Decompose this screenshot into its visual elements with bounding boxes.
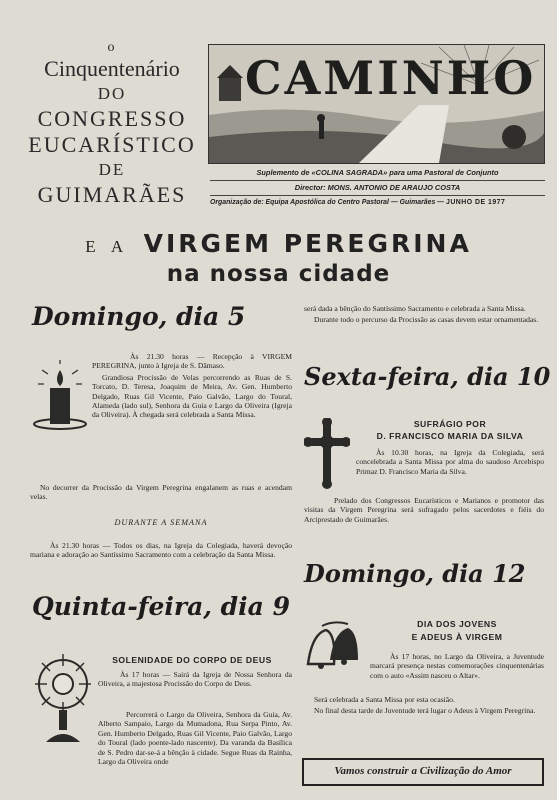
domingo5-p2: Grandiosa Procissão de Velas percorrendo as Ruas de S. Torcato, D. Teresa, Joaquim de Meira, Av. Gen. Humberto Delgado, Ruas Gil Vicente, Paio Galvão, Largo do Toural, Alameda (lado sul), Senhora da Guia e Largo da Oliveira (Igreja da Oliveira). À chegada será celebrada a Santa Missa. [92, 372, 292, 420]
quinta9-title: SOLENIDADE DO CORPO DE DEUS [112, 655, 272, 665]
masthead-subtitle: Suplemento de «COLINA SAGRADA» para uma Pastoral de Conjunto [256, 168, 499, 177]
right-top-text [304, 304, 544, 327]
domingo12-title2: E ADEUS À VIRGEM [411, 632, 503, 642]
domingo5-p3-wrap [30, 483, 292, 504]
sexta10-title2: D. FRANCISCO MARIA DA SILVA [376, 431, 524, 441]
bells-icon [304, 620, 362, 670]
quinta9-body [98, 670, 292, 691]
domingo12-title1: DIA DOS JOVENS [417, 619, 497, 629]
heading-domingo-12: Domingo, dia 12 [304, 559, 526, 588]
title-line-congresso: CONGRESSO [37, 106, 187, 131]
domingo12-p3: No final desta tarde de Juventude terá lugar o Adeus à Virgem Peregrina. [314, 706, 536, 716]
domingo12-p2: Será celebrada a Santa Missa por esta ocasião. [314, 695, 455, 704]
quinta9-p1: Às 17 horas — Sairá da Igreja de Nossa Senhora da Oliveira, a majestosa Procissão do Corpo de Deus. [98, 670, 292, 689]
title-line-eucaristico: EUCARÍSTICO [28, 132, 196, 157]
title-line-o: o [107, 40, 117, 55]
title-line-guimaraes: GUIMARÃES [37, 182, 187, 207]
headline-line2: na nossa cidade [166, 261, 391, 287]
masthead-rule-2 [210, 195, 545, 196]
domingo5-p4-wrap [30, 541, 292, 562]
masthead-director: Director: MONS. ANTONIO DE ARAUJO COSTA [294, 183, 461, 192]
sexta10-p1: Às 10.30 horas, na Igreja da Colegiada, será concelebrada a Santa Missa por alma do saudoso Arcebispo Primaz D. Francisco Maria da Silva. [356, 448, 544, 476]
title-line-de: DE [98, 160, 126, 179]
sexta10-body-2 [304, 496, 544, 526]
domingo5-body [92, 352, 292, 422]
heading-sexta-10: Sexta-feira, dia 10 [304, 362, 551, 391]
right-top-p1: será dada a bênção do Santíssimo Sacramento e celebrada a Santa Missa. [304, 304, 526, 313]
heading-domingo-5: Domingo, dia 5 [32, 302, 246, 331]
domingo12-body [370, 652, 544, 682]
headline-line1 [0, 229, 557, 258]
candle-icon [30, 360, 90, 430]
sexta10-body [356, 448, 544, 478]
header-title-block [22, 40, 202, 208]
cross-icon [304, 418, 350, 490]
heading-quinta-9: Quinta-feira, dia 9 [32, 592, 290, 621]
masthead-organizacao: Organização de: Equipa Apostólica do Centro Pastoral — Guimarães — [210, 199, 445, 206]
sexta10-title1: SUFRÁGIO POR [413, 419, 487, 429]
domingo5-p3: No decorrer da Procissão da Virgem Peregrina engalanem as ruas e acendam velas. [30, 483, 292, 502]
sexta10-p2: Prelado dos Congressos Eucarísticos e Marianos e promotor das visitas da Virgem Peregrina será sufragado pelos sacerdotes e fiéis do Arciprestado de Guimarães. [304, 496, 544, 524]
masthead-date: JUNHO DE 1977 [446, 199, 506, 206]
monstrance-icon [32, 652, 94, 744]
domingo12-body-2 [304, 695, 544, 718]
quinta9-body-2 [98, 710, 292, 768]
masthead-banner [208, 44, 545, 164]
quinta9-p2: Percorrerá o Largo da Oliveira, Senhora da Guia, Av. Alberto Sampaio, Largo da Mumadona, Rua Serpa Pinto, Av. Gen. Humberto Delgado, Ruas Gil Vicente, Paio Galvão, Largo do Toural (lado poente-lado nascente). Da varanda da Basílica de S. Pedro dar-se-á a bênção à cidade. Segue Ruas da Rainha, Largo da Oliveira onde [98, 710, 292, 767]
masthead-rule-1 [210, 180, 545, 181]
headline-prefix: E A [85, 237, 130, 256]
motto-box: Vamos construir a Civilização do Amor [302, 758, 544, 786]
title-line-cinquentenario: Cinquentenário [44, 56, 180, 81]
masthead-organizacao-line [210, 199, 548, 206]
domingo12-p1: Às 17 horas, no Largo da Oliveira, a Juventude marcará presença nestas comemorações cinquentenárias com o auto «Assim nasceu o Altar». [370, 652, 544, 680]
domingo5-p1: Às 21.30 horas — Recepção à VIRGEM PEREGRINA, junto à Igreja de S. Dâmaso. [92, 352, 292, 371]
durante-semana-label: DURANTE A SEMANA [114, 518, 208, 527]
domingo5-p4: Às 21.30 horas — Todos os dias, na Igreja da Colegiada, haverá devoção mariana e adoração ao Santíssimo Sacramento com a celebração da Santa Missa. [30, 541, 292, 560]
masthead-title: CAMINHO [245, 51, 537, 105]
right-top-p2: Durante todo o percurso da Procissão as casas devem estar ornamentadas. [314, 315, 539, 325]
headline-virgem-peregrina: VIRGEM PEREGRINA [143, 229, 472, 258]
title-line-do: DO [97, 84, 127, 103]
